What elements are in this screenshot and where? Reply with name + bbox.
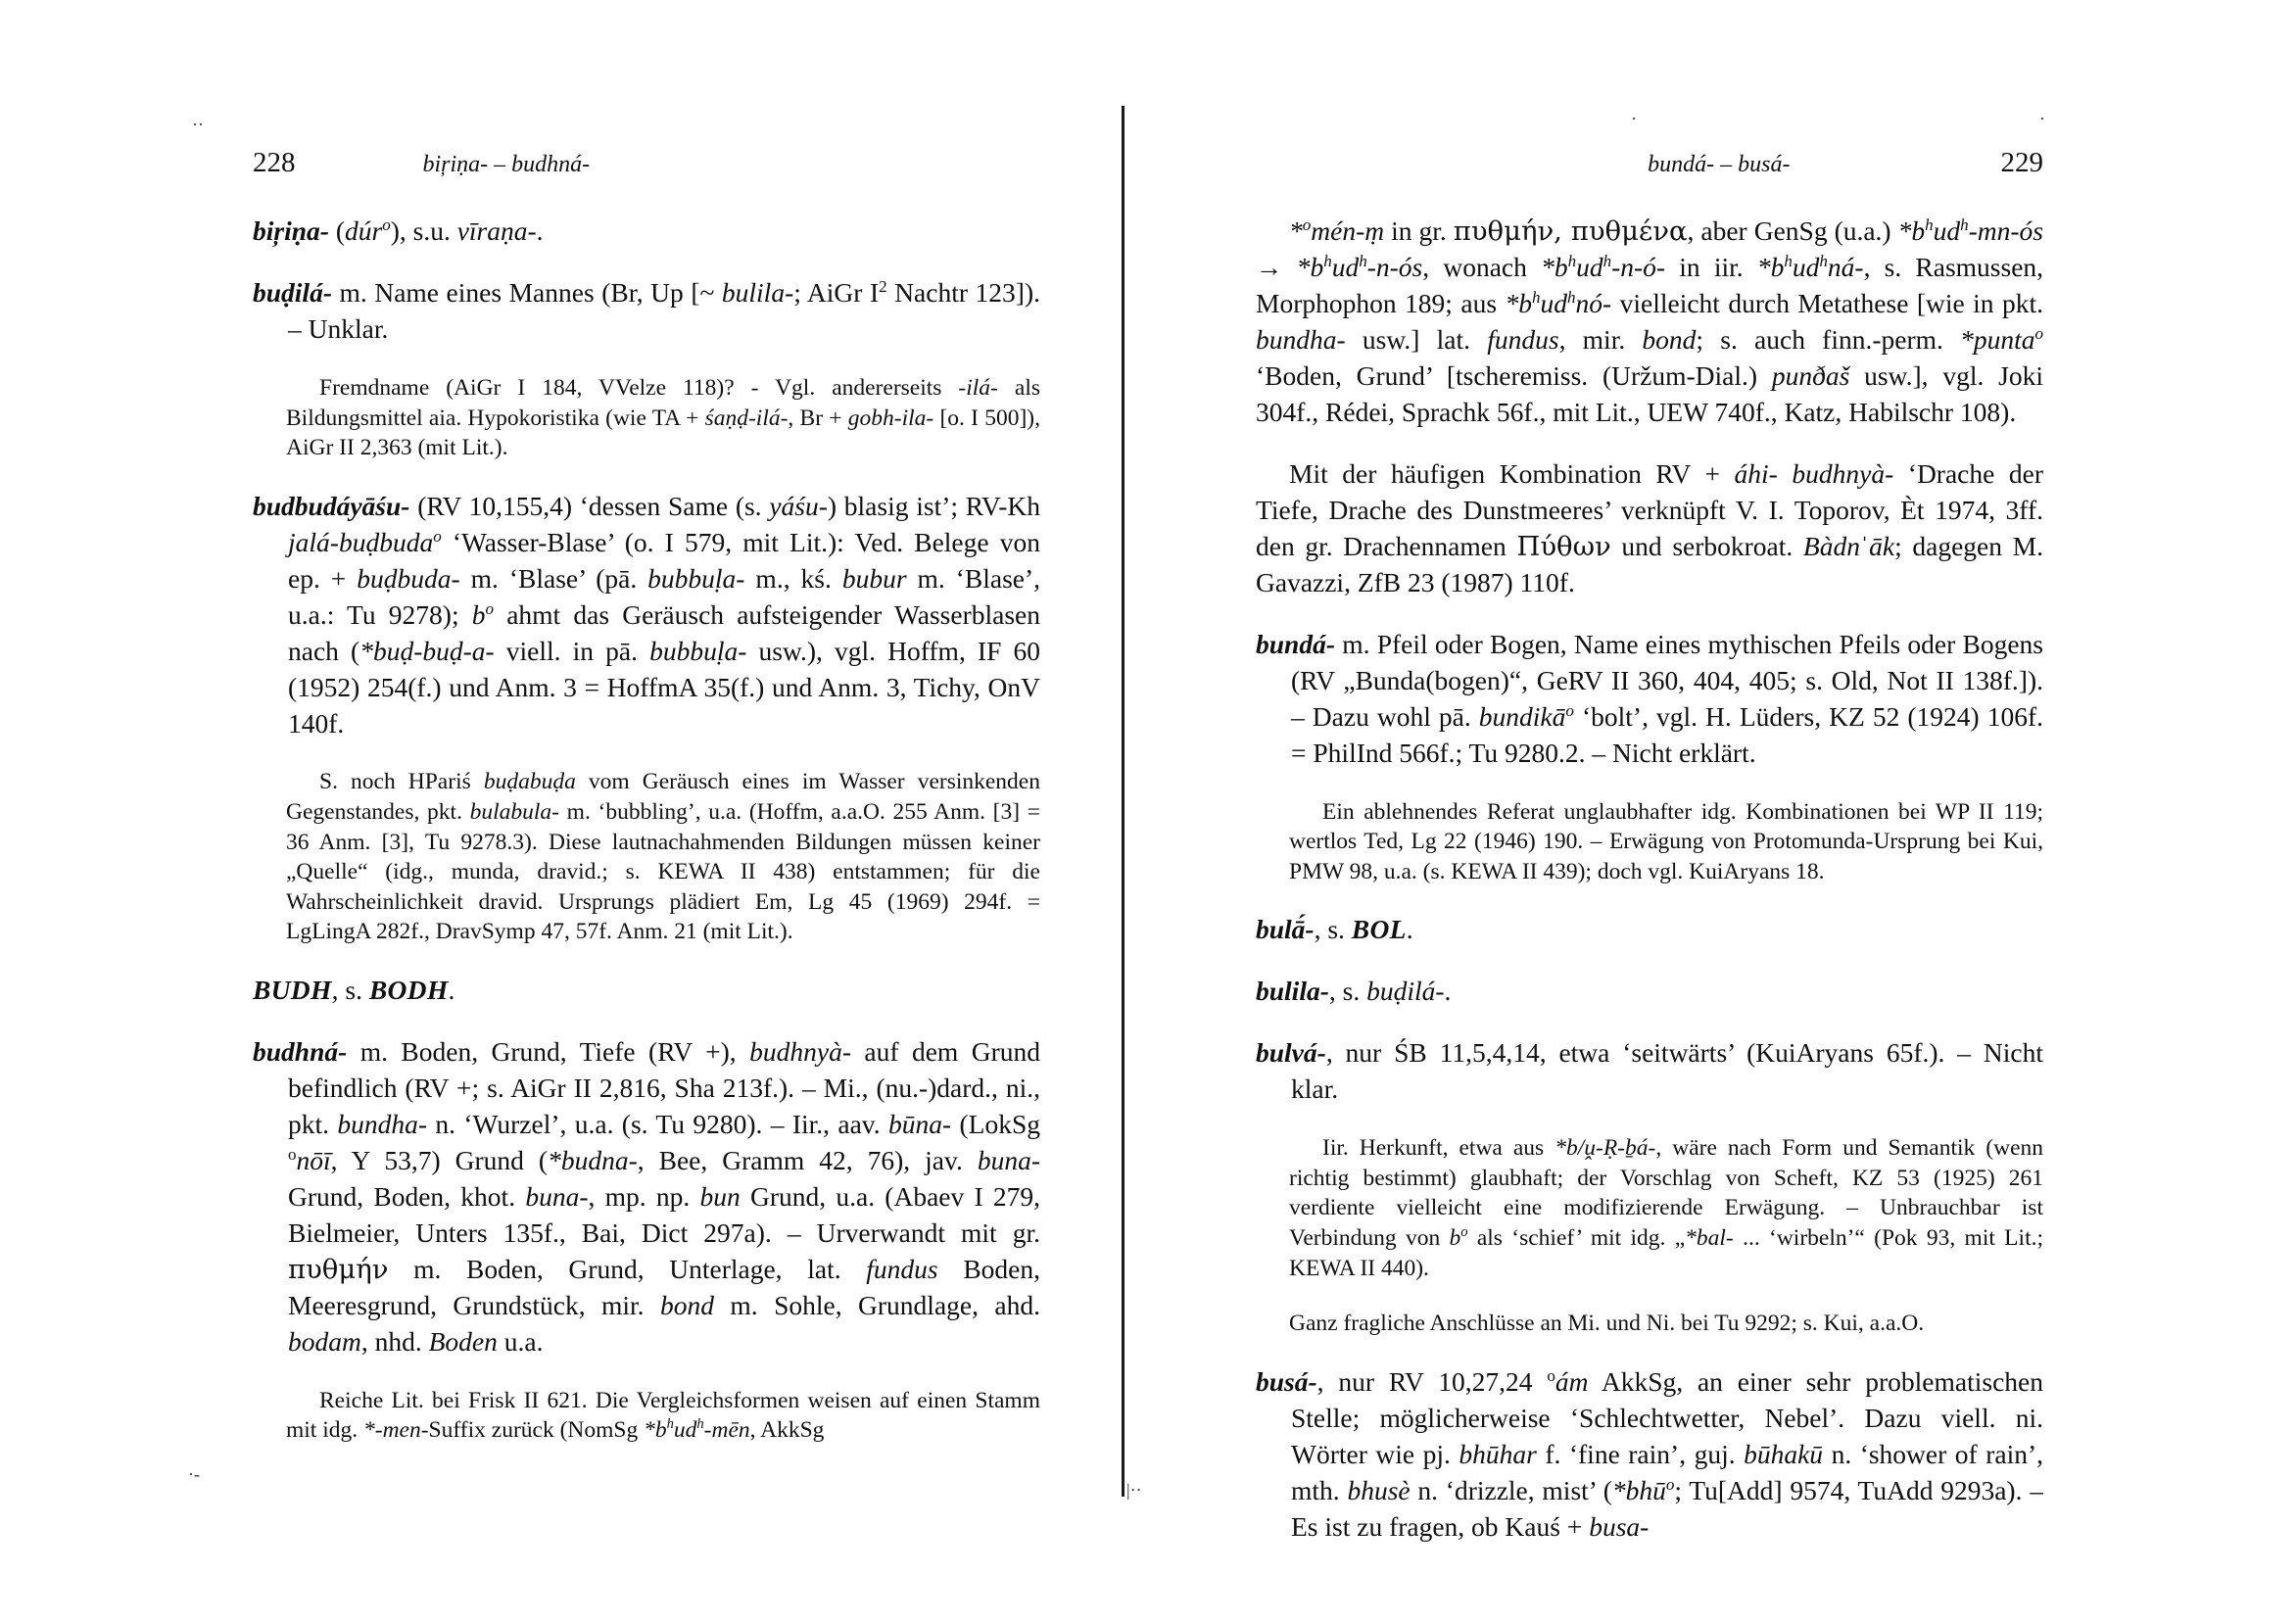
- registration-mark-top-far-right: ·: [2039, 109, 2045, 128]
- entry-note: Ganz fragliche Anschlüsse an Mi. und Ni. bei Tu 9292; s. Kui, a.a.O.: [1289, 1311, 1925, 1337]
- dictionary-entry: budbudáyāśu- (RV 10,155,4) ‘dessen Same (s. yáśu-) blasig ist’; RV-Kh jalá-buḍbuda$^o$ ‘Wasser-Blase’ (o. I 579, mit Lit.): Ved. Belege von ep. + buḍbuda- m. ‘Blase’ (pā. bubbuḷa- m., kś. bubur m. ‘Blase’, u.a.: Tu 9278); $b^o$ ahmt das Geräusch aufsteigender Wasserblasen nach (*buḍ-buḍ-a- viell. in pā. bubbuḷa- usw.), vgl. Hoffm, IF 60 (1952) 254(f.) und Anm. 3 = HoffmA 35(f.) und Anm. 3, Tichy, OnV 140f.: [253, 490, 1041, 739]
- right-folio-number: 229: [2000, 147, 2043, 178]
- right-page: [1148, 0, 2296, 1622]
- entry-continuation: *$^o$mén-ṃ in gr. πυθμήν, πυθμένα, aber GenSg (u.a.) $*b^hud^h-mn-ós$ → $*b^hud^h-n-ós$, wonach $*b^hud^h-n-ó-$ in iir. $*b^hud^hná-$, s. Rasmussen, Morphophon 189; aus $*b^hud^hnó-$ vielleicht durch Metathese [wie in pkt. bundha- usw.] lat. fundus, mir. bond; s. auch finn.-perm. *punta$^o$ ‘Boden, Grund’ [tscheremiss. (Uržum-Dial.) punðaš usw.], vgl. Joki 304f., Rédei, Sprachk 56f., mit Lit., UEW 740f., Katz, Habilschr 108).: [1256, 215, 2044, 427]
- left-running-head: [253, 147, 1040, 186]
- binding-gutter-line: [1122, 106, 1124, 1497]
- dictionary-entry: BUDH, s. BODH.: [253, 974, 455, 1005]
- dictionary-entry: bundá- m. Pfeil oder Bogen, Name eines mythischen Pfeils oder Bogens (RV „Bunda(bogen)“, GeRV II 360, 404, 405; s. Old, Not II 138f.]). – Dazu wohl pā. bundikā$^o$ ‘bolt’, vgl. H. Lüders, KZ 52 (1924) 106f. = PhilInd 566f.; Tu 9280.2. – Nicht erklärt.: [1256, 628, 2044, 768]
- registration-mark-bottom-left: ·-: [188, 1464, 200, 1484]
- entry-note: Fremdname (AiGr I 184, VVelze 118)? - Vgl. andererseits -ilá- als Bildungsmittel aia. Hypokoristika (wie TA + śaṇḍ-ilá-, Br + gobh-ila- [o. I 500]), AiGr II 2,363 (mit Lit.).: [286, 374, 1040, 461]
- right-running-head: [1256, 147, 2043, 186]
- entry-note: Ein ablehnendes Referat unglaubhafter idg. Kombinationen bei WP II 119; wertlos Ted, Lg 22 (1946) 190. – Erwägung von Protomunda-Ursprung bei Kui, PMW 98, u.a. (s. KEWA II 439); doch vgl. KuiAryans 18.: [1289, 798, 2043, 884]
- left-running-title: biŗiṇa- – budhná-: [422, 152, 591, 177]
- left-folio-number: 228: [253, 147, 296, 178]
- dictionary-entry: biŗiṇa- (dúr$^o$), s.u. vīraṇa-.: [253, 215, 544, 246]
- entry-note: S. noch HPariś buḍabuḍa vom Geräusch eines im Wasser versinkenden Gegenstandes, pkt. bulabula- m. ‘bubbling’, u.a. (Hoffm, a.a.O. 255 Anm. [3] = 36 Anm. [3], Tu 9278.3). Diese lautnachahmenden Bildungen müssen keiner „Quelle“ (idg., munda, dravid.; s. KEWA II 438) entstammen; für die Wahrscheinlichkeit dravid. Ursprungs plädiert Em, Lg 45 (1969) 294f. = LgLingA 282f., DravSymp 47, 57f. Anm. 21 (mit Lit.).: [286, 769, 1040, 945]
- registration-mark-top-right: ·: [1631, 109, 1637, 128]
- dictionary-entry: busá-, nur RV 10,27,24 $^o$ám AkkSg, an einer sehr problematischen Stelle; möglicherweise ‘Schlechtwetter, Nebel’. Dazu viell. ni. Wörter wie pj. bhūhar f. ‘fine rain’, guj. būhakū n. ‘shower of rain’, mth. bhusè n. ‘drizzle, mist’ (*bhū$^o$; Tu[Add] 9574, TuAdd 9293a). – Es ist zu fragen, ob Kauś + busa-: [1256, 1365, 2043, 1542]
- entry-continuation: Mit der häufigen Kombination RV + áhi- budhnyà- ‘Drache der Tiefe, Drache des Dunstmeeres’ verknüpft V. I. Toporov, Èt 1974, 3ff. den gr. Drachennamen Πύθων und serbokroat. Bàdnˈāk; dagegen M. Gavazzi, ZfB 23 (1987) 110f.: [1256, 457, 2043, 597]
- left-text-column: [253, 214, 1040, 1446]
- right-text-column: [1256, 214, 2043, 1546]
- dictionary-entry: budhná- m. Boden, Grund, Tiefe (RV +), budhnyà- auf dem Grund befindlich (RV +; s. AiGr II 2,816, Sha 213f.). – Mi., (nu.-)dard., ni., pkt. bundha- n. ‘Wurzel’, u.a. (s. Tu 9280). – Iir., aav. būna- (LokSg $^o$nōī, Y 53,7) Grund (*budna-, Bee, Gramm 42, 76), jav. buna- Grund, Boden, khot. buna-, mp. np. bun Grund, u.a. (Abaev I 279, Bielmeier, Unters 135f., Bai, Dict 297a). – Urverwandt mit gr. πυθμήν m. Boden, Grund, Unterlage, lat. fundus Boden, Meeresgrund, Grundstück, mir. bond m. Sohle, Grundlage, ahd. bodam, nhd. Boden u.a.: [253, 1035, 1041, 1357]
- right-running-title: bundá- – busá-: [1648, 152, 1791, 177]
- dictionary-entry: bulā́-, s. BOL.: [1256, 914, 1413, 945]
- dictionary-entry: buḍilá- m. Name eines Mannes (Br, Up [~ bulila-; AiGr $I^2$ Nachtr 123]). – Unklar.: [253, 276, 1040, 344]
- dictionary-entry: bulila-, s. buḍilá-.: [1256, 976, 1452, 1007]
- registration-mark-top-left: ··: [192, 115, 204, 134]
- dictionary-entry: bulvá-, nur ŚB 11,5,4,14, etwa ‘seitwärts’ (KuiAryans 65f.). – Nicht klar.: [1256, 1037, 2043, 1105]
- entry-note: Iir. Herkunft, etwa aus *b/ṷ-Ṛ-ḇá-, wäre nach Form und Semantik (wenn richtig bestimmt) glaubhaft; der Vorschlag von Scheft, KZ 53 (1925) 261 verdiente vielleicht eine modifizierende Erwägung. – Unbrauchbar ist Verbindung von $b^o$ als ‘schief’ mit idg. „*bal- ... ‘wirbeln’“ (Pok 93, mit Lit.; KEWA II 440).: [1289, 1135, 2043, 1281]
- registration-mark-bottom-gutter: |··: [1126, 1480, 1142, 1500]
- entry-note: Reiche Lit. bei Frisk II 621. Die Vergleichsformen weisen auf einen Stamm mit idg. *-men-Suffix zurück (NomSg $*b^hud^h$-mēn, AkkSg: [286, 1387, 1040, 1444]
